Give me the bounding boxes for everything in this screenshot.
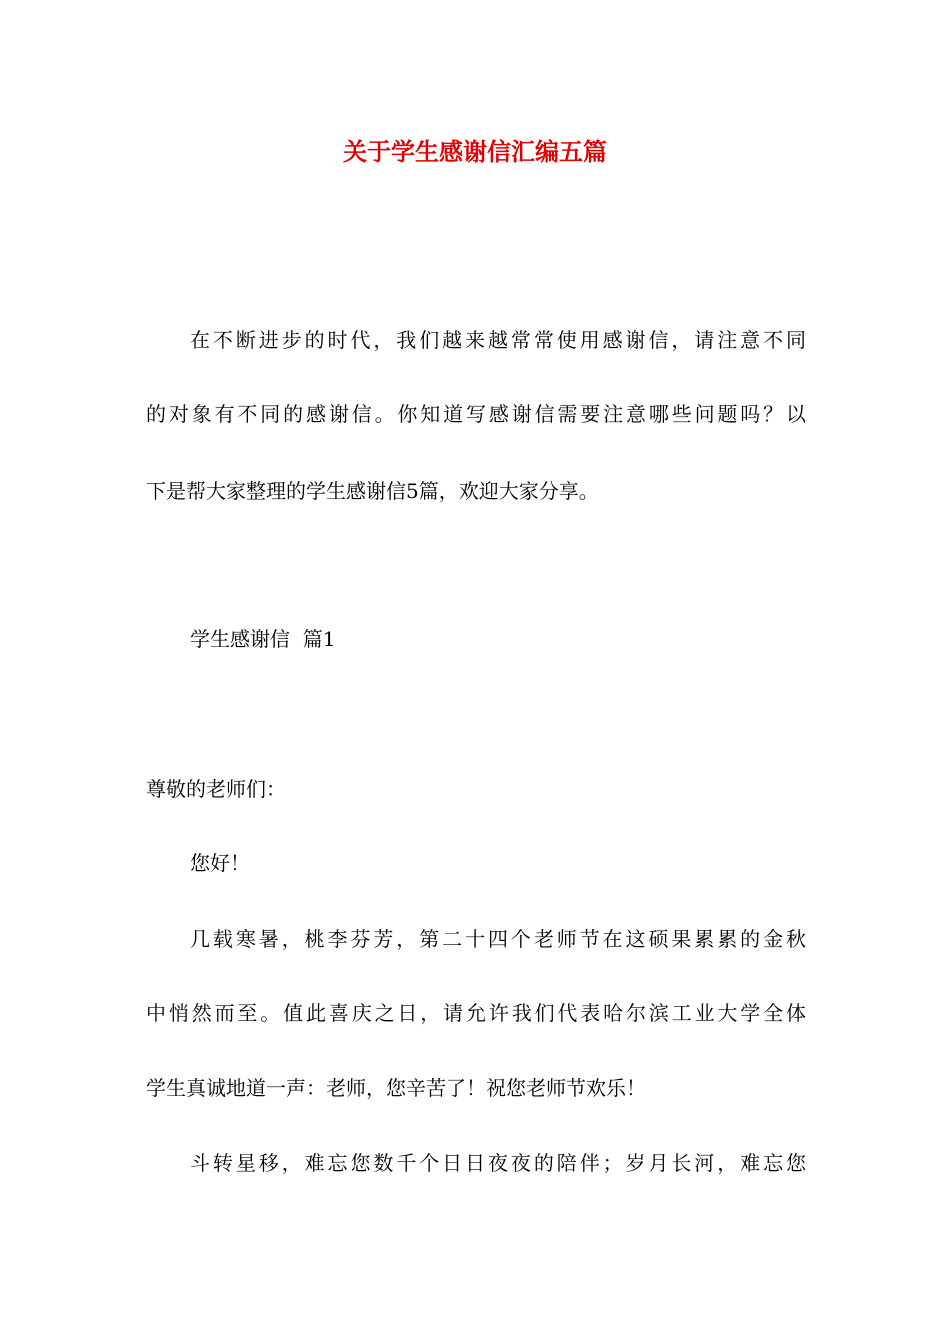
paragraph1-line-3: 学生真诚地道一声：老师，您辛苦了！祝您老师节欢乐！ bbox=[146, 1076, 646, 1100]
paragraph1-line-1: 几载寒暑，桃李芬芳，第二十四个老师节在这硕果累累的金秋 bbox=[190, 927, 806, 951]
document-title: 关于学生感谢信汇编五篇 bbox=[343, 137, 607, 166]
salutation: 尊敬的老师们： bbox=[146, 777, 286, 801]
greeting: 您好！ bbox=[190, 851, 250, 875]
paragraph2-line-1: 斗转星移，难忘您数千个日日夜夜的陪伴；岁月长河，难忘您 bbox=[190, 1151, 806, 1175]
intro-line-1: 在不断进步的时代，我们越来越常常使用感谢信，请注意不同 bbox=[190, 328, 806, 352]
intro-line-2: 的对象有不同的感谢信。你知道写感谢信需要注意哪些问题吗？以 bbox=[146, 402, 806, 426]
section-heading: 学生感谢信 篇1 bbox=[190, 627, 336, 651]
intro-line-3: 下是帮大家整理的学生感谢信5篇，欢迎大家分享。 bbox=[146, 479, 599, 503]
paragraph1-line-2: 中悄然而至。值此喜庆之日，请允许我们代表哈尔滨工业大学全体 bbox=[146, 1001, 806, 1025]
